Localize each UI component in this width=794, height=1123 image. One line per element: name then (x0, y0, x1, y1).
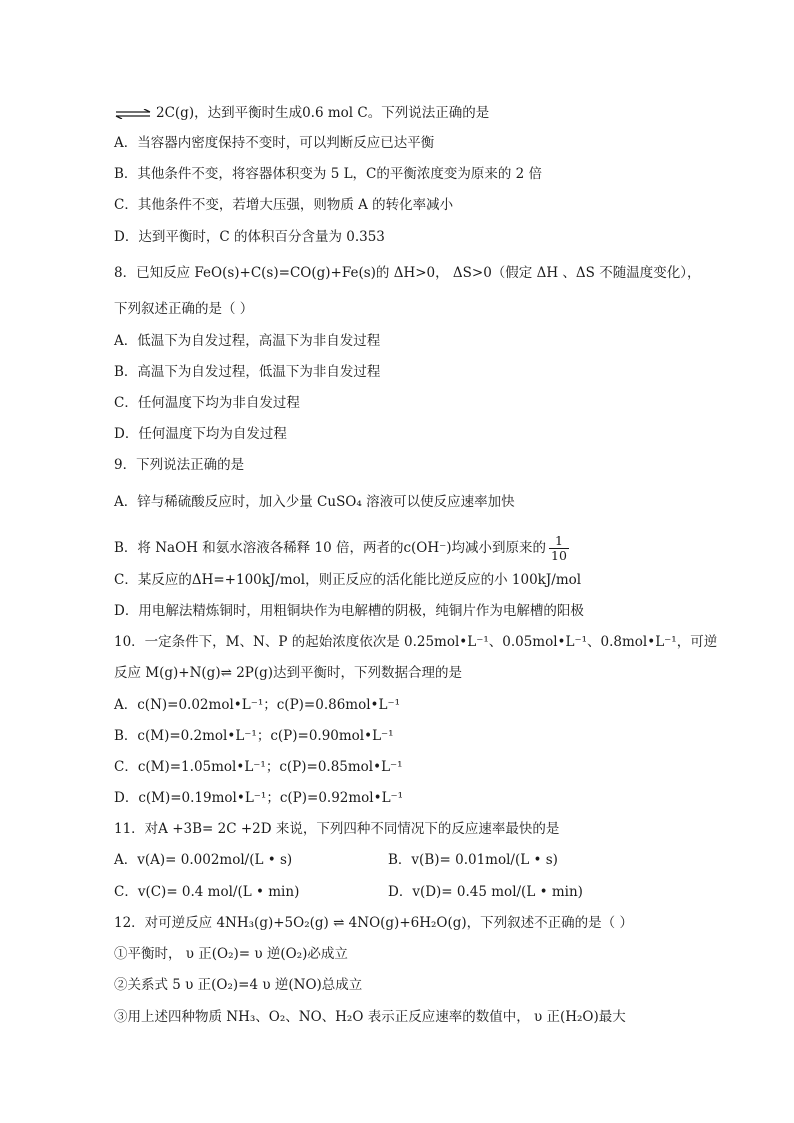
q12-statement-3: ③用上述四种物质 NH₃、O₂、NO、H₂O 表示正反应速率的数值中， υ 正(H₂O)最大 (114, 1009, 626, 1025)
fraction-denominator: 10 (551, 548, 567, 563)
q10-option-b: B．c(M)=0.2mol•L⁻¹；c(P)=0.90mol•L⁻¹ (114, 728, 394, 744)
q10-option-d: D．c(M)=0.19mol•L⁻¹；c(P)=0.92mol•L⁻¹ (114, 790, 404, 806)
q11-option-c: C．v(C)= 0.4 mol/(L • min) (114, 884, 300, 900)
q9-option-c: C．某反应的ΔH=+100kJ/mol，则正反应的活化能比逆反应的小 100kJ/mol (114, 572, 582, 588)
q12-stem: 12．对可逆反应 4NH₃(g)+5O₂(g) ⇌ 4NO(g)+6H₂O(g)，下列叙述不正确的是（ ） (114, 915, 633, 931)
fraction (549, 534, 569, 563)
q12-statement-1: ①平衡时， υ 正(O₂)= υ 逆(O₂)必成立 (114, 946, 348, 962)
q11-option-a: A．v(A)= 0.002mol/(L • s) (114, 852, 293, 868)
q7-option-d: D．达到平衡时，C 的体积百分含量为 0.353 (114, 229, 385, 245)
q11-options-row1 (114, 851, 292, 869)
q10-option-c: C．c(M)=1.05mol•L⁻¹；c(P)=0.85mol•L⁻¹ (114, 759, 403, 775)
q9-stem: 9．下列说法正确的是 (114, 457, 245, 473)
q7-option-c: C．其他条件不变，若增大压强，则物质 A 的转化率减小 (114, 197, 454, 213)
q7-stem-line (114, 104, 489, 122)
equilibrium-arrow-icon (114, 109, 152, 119)
q8-option-a: A．低温下为自发过程，高温下为非自发过程 (114, 333, 381, 349)
q11-stem: 11．对A +3B= 2C +2D 来说，下列四种不同情况下的反应速率最快的是 (114, 821, 560, 837)
q11-option-d: D．v(D)= 0.45 mol/(L • min) (388, 884, 583, 900)
q8-option-b: B．高温下为自发过程，低温下为非自发过程 (114, 364, 381, 380)
q7-option-a: A．当容器内密度保持不变时，可以判断反应已达平衡 (114, 135, 435, 151)
q9-option-b-text: B．将 NaOH 和氨水溶液各稀释 10 倍，两者的c(OH⁻)均减小到原来的 (114, 540, 547, 556)
q8-option-c: C．任何温度下均为非自发过程 (114, 395, 300, 411)
q9-option-d: D．用电解法精炼铜时，用粗铜块作为电解槽的阴极，纯铜片作为电解槽的阳极 (114, 603, 584, 619)
q10-stem-continued: 反应 M(g)+N(g)⇌ 2P(g)达到平衡时，下列数据合理的是 (114, 665, 463, 681)
fraction-numerator: 1 (549, 534, 569, 549)
q8-stem: 8．已知反应 FeO(s)+C(s)=CO(g)+Fe(s)的 ΔH>0， ΔS>0（假定 ΔH 、ΔS 不随温度变化）， (114, 265, 701, 281)
q9-option-b (114, 534, 569, 563)
q7-option-b: B．其他条件不变，将容器体积变为 5 L，C的平衡浓度变为原来的 2 倍 (114, 166, 543, 182)
q10-stem: 10．一定条件下，M、N、P 的起始浓度依次是 0.25mol•L⁻¹、0.05mol•L⁻¹、0.8mol•L⁻¹，可逆 (114, 634, 718, 650)
q10-option-a: A．c(N)=0.02mol•L⁻¹；c(P)=0.86mol•L⁻¹ (114, 697, 400, 713)
q12-statement-2: ②关系式 5 υ 正(O₂)=4 υ 逆(NO)总成立 (114, 977, 363, 993)
q8-option-d: D．任何温度下均为自发过程 (114, 426, 287, 442)
q11-option-b: B．v(B)= 0.01mol/(L • s) (388, 852, 558, 868)
q8-stem-continued: 下列叙述正确的是（ ） (114, 301, 254, 317)
q7-stem-text: 2C(g)，达到平衡时生成0.6 mol C。下列说法正确的是 (156, 105, 490, 121)
q11-options-row2 (114, 883, 299, 901)
q9-option-a: A．锌与稀硫酸反应时，加入少量 CuSO₄ 溶液可以使反应速率加快 (114, 494, 515, 510)
